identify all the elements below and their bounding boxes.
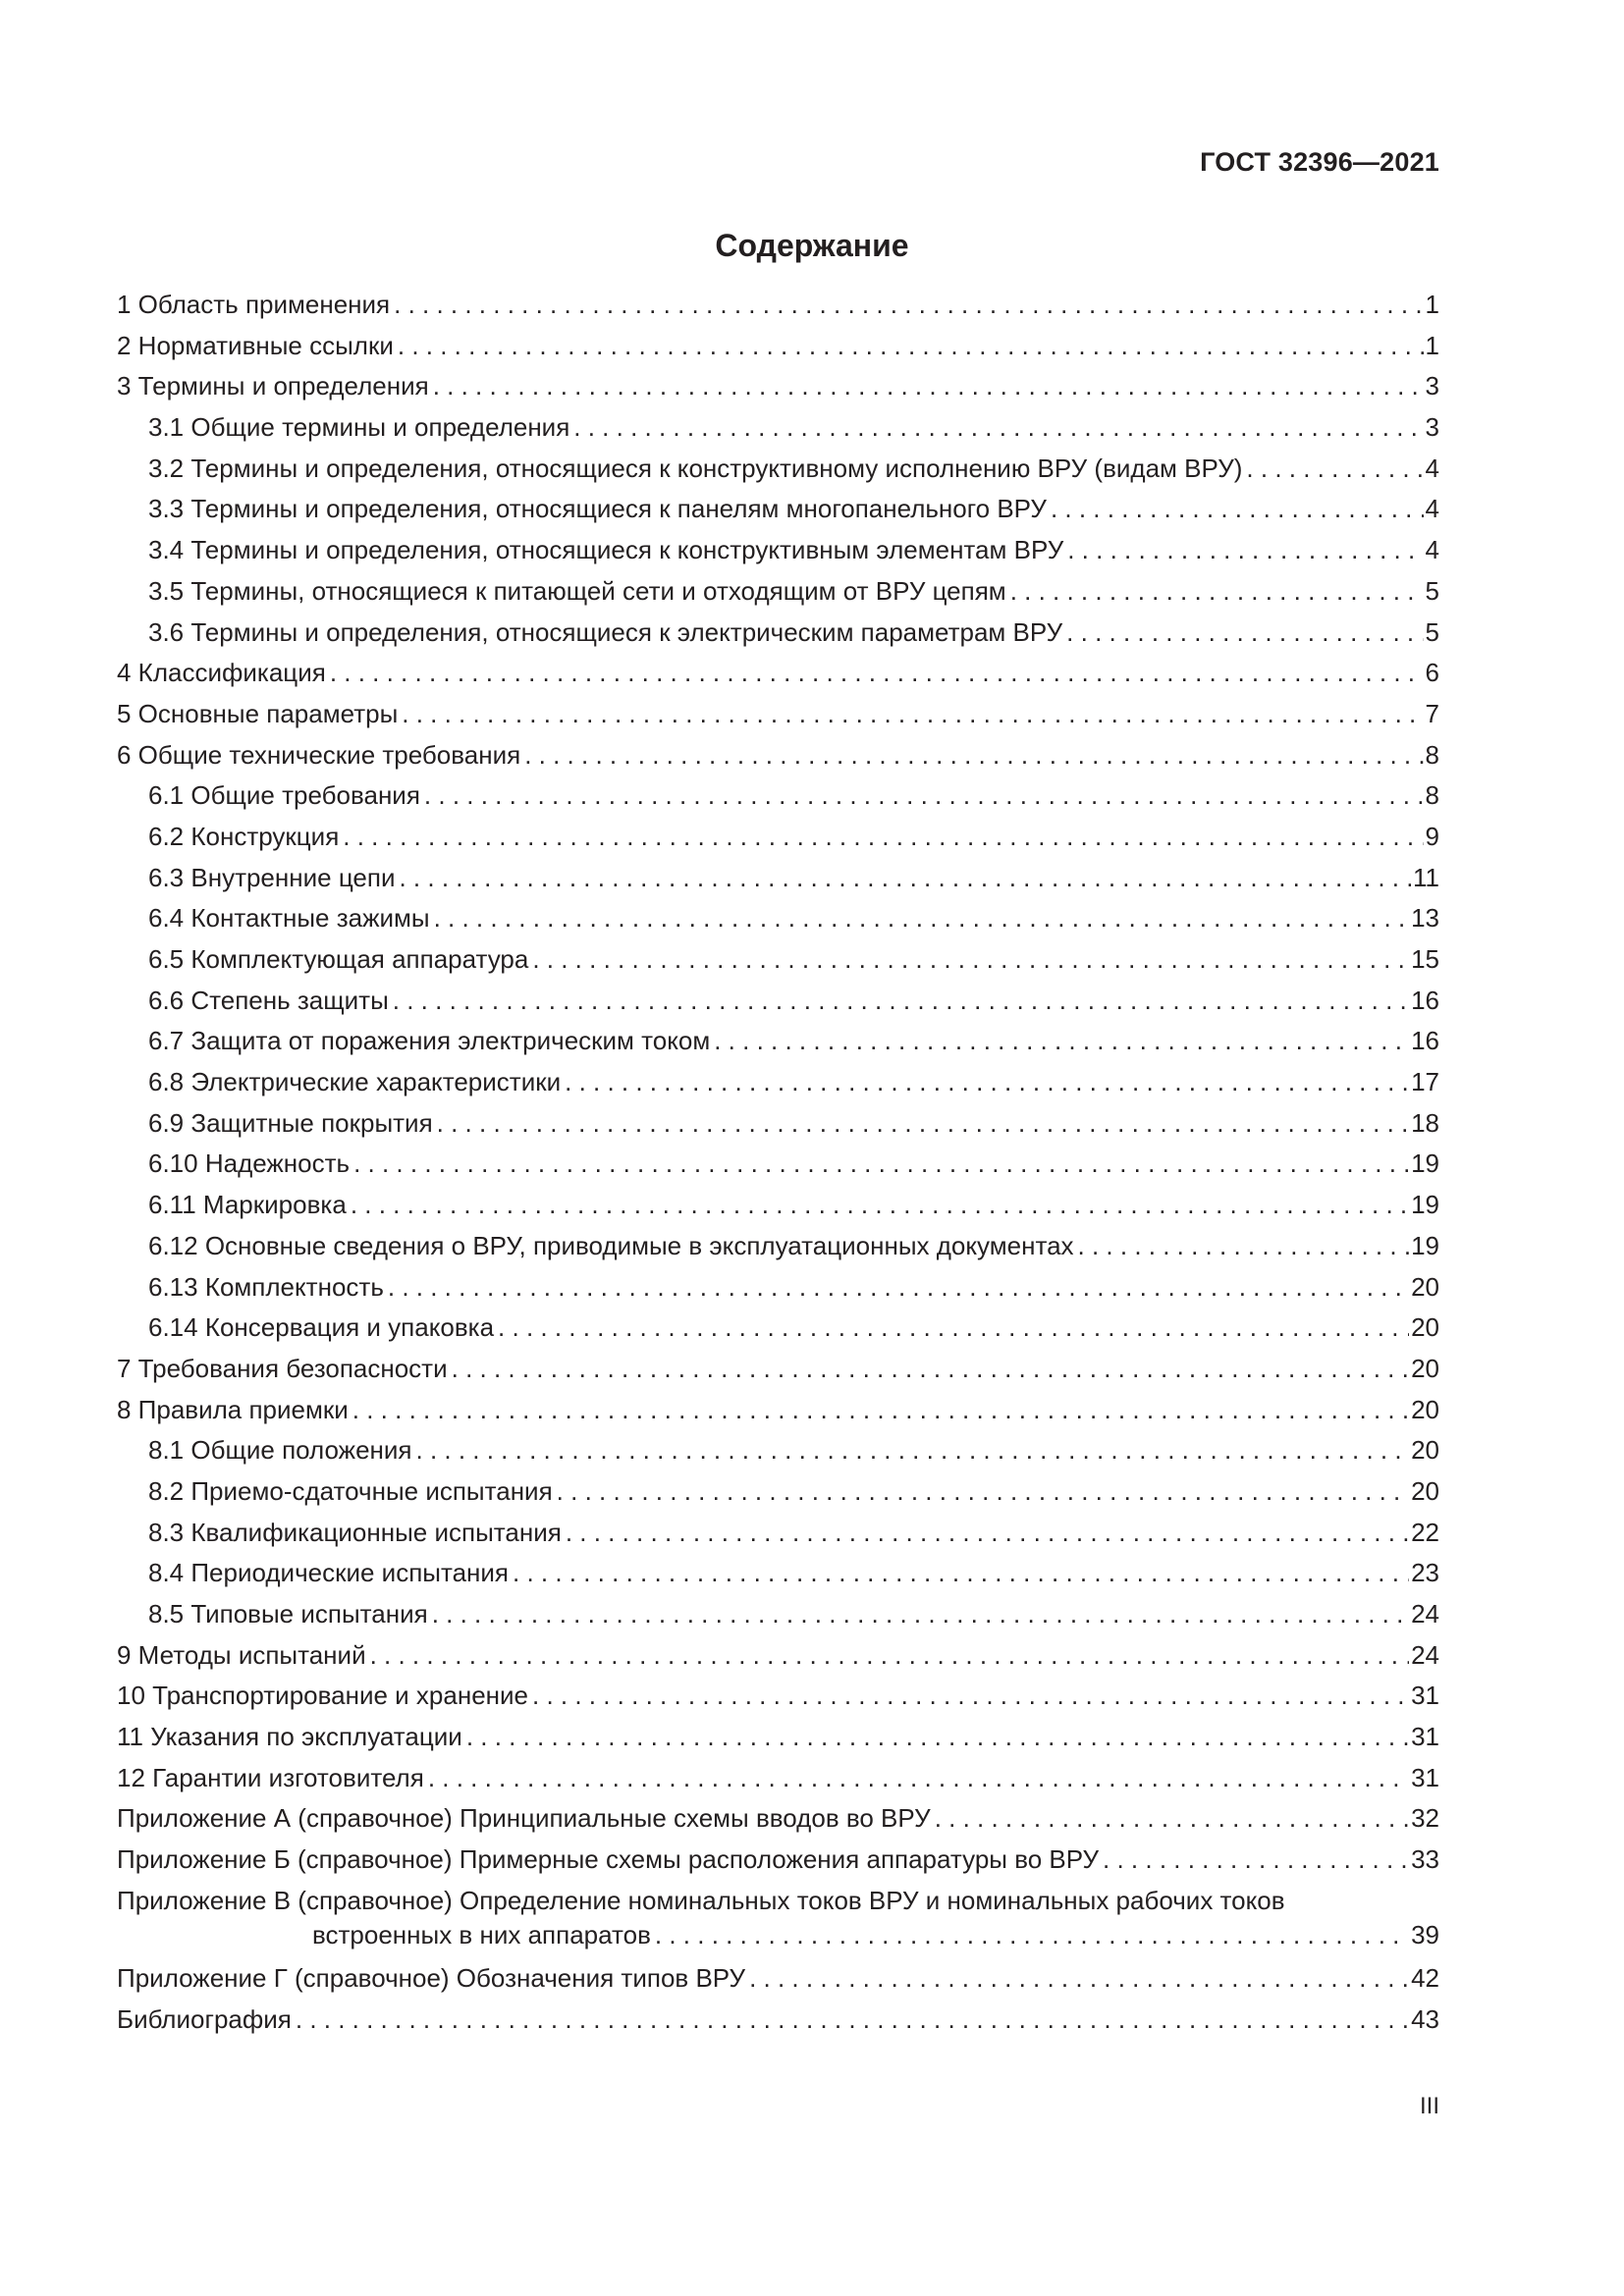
toc-entry[interactable] xyxy=(117,1513,1439,1554)
toc-entry[interactable] xyxy=(117,489,1439,530)
toc-leader-dots xyxy=(714,1021,1409,1062)
toc-entry-title: Библиография xyxy=(117,2003,292,2034)
toc-leader-dots xyxy=(1103,1840,1409,1881)
toc-leader-dots xyxy=(1051,489,1424,530)
toc-entry-page: 4 xyxy=(1425,494,1439,524)
toc-entry[interactable] xyxy=(117,571,1439,613)
toc-entry-title: 8.5 Типовые испытания xyxy=(148,1599,428,1629)
toc-entry-title: 3.2 Термины и определения, относящиеся к конструктивному исполнению ВРУ (видам ВРУ) xyxy=(148,453,1243,483)
toc-entry-page: 31 xyxy=(1411,1762,1439,1792)
toc-entry[interactable] xyxy=(117,1840,1439,1881)
toc-entry-title: 6.9 Защитные покрытия xyxy=(148,1107,433,1138)
toc-entry-page: 5 xyxy=(1425,575,1439,606)
toc-entry-page: 19 xyxy=(1411,1148,1439,1179)
toc-entry-title: 8 Правила приемки xyxy=(117,1394,349,1424)
toc-entry-title: 6.14 Консервация и упаковка xyxy=(148,1312,495,1343)
toc-entry[interactable] xyxy=(117,775,1439,817)
toc-entry-page: 24 xyxy=(1411,1639,1439,1670)
toc-leader-dots xyxy=(402,694,1423,735)
toc-entry-page: 4 xyxy=(1425,535,1439,565)
toc-leader-dots xyxy=(398,326,1424,367)
toc-entry-page: 24 xyxy=(1411,1599,1439,1629)
toc-entry[interactable] xyxy=(117,1144,1439,1185)
toc-entry-page: 22 xyxy=(1411,1517,1439,1547)
toc-entry-title: 6.1 Общие требования xyxy=(148,780,420,811)
toc-entry-title: 8.1 Общие положения xyxy=(148,1435,412,1466)
toc-leader-dots xyxy=(1078,1226,1410,1267)
toc-entry[interactable] xyxy=(117,1267,1439,1308)
toc-entry[interactable] xyxy=(117,285,1439,326)
toc-entry[interactable] xyxy=(117,1553,1439,1594)
toc-entry[interactable] xyxy=(117,1103,1439,1145)
toc-title: Содержание xyxy=(715,228,909,263)
toc-entry-page: 20 xyxy=(1411,1271,1439,1302)
toc-leader-dots xyxy=(466,1717,1409,1758)
toc-entry-page: 13 xyxy=(1411,903,1439,934)
toc-leader-dots xyxy=(353,1144,1409,1185)
toc-entry-title: 6 Общие технические требования xyxy=(117,739,521,770)
toc-entry-title: 6.10 Надежность xyxy=(148,1148,351,1179)
toc-leader-dots xyxy=(399,858,1411,899)
toc-entry[interactable] xyxy=(117,1308,1439,1349)
toc-entry-page: 18 xyxy=(1411,1107,1439,1138)
toc-entry-title: 8.3 Квалификационные испытания xyxy=(148,1517,562,1547)
toc-leader-dots xyxy=(428,1758,1409,1799)
toc-entry[interactable] xyxy=(117,817,1439,858)
toc-entry[interactable] xyxy=(117,1676,1439,1717)
toc-entry[interactable] xyxy=(117,407,1439,449)
toc-entry-title: 6.4 Контактные зажимы xyxy=(148,903,430,934)
toc-leader-dots xyxy=(498,1308,1409,1349)
toc-leader-dots xyxy=(424,775,1424,817)
toc-entry-title: 8.2 Приемо-сдаточные испытания xyxy=(148,1475,553,1506)
toc-entry-title: 3 Термины и определения xyxy=(117,371,429,401)
toc-entry[interactable] xyxy=(117,2000,1439,2041)
toc-entry-title: 6.11 Маркировка xyxy=(148,1190,347,1220)
toc-entry-page: 31 xyxy=(1411,1722,1439,1752)
toc-entry-page: 39 xyxy=(1411,1919,1439,1949)
toc-entry-page: 15 xyxy=(1411,944,1439,974)
toc-entry-page: 20 xyxy=(1411,1435,1439,1466)
toc-entry-page: 20 xyxy=(1411,1353,1439,1383)
toc-entry-title: 6.7 Защита от поражения электрическим током xyxy=(148,1026,711,1056)
toc-leader-dots xyxy=(566,1513,1409,1554)
toc-leader-dots xyxy=(351,1185,1409,1226)
toc-entry[interactable] xyxy=(117,1349,1439,1390)
toc-leader-dots xyxy=(565,1062,1409,1103)
toc-entry-page: 31 xyxy=(1411,1681,1439,1711)
toc-entry-title: Приложение Г (справочное) Обозначения типов ВРУ xyxy=(117,1962,746,1993)
toc-leader-dots xyxy=(1067,530,1423,571)
toc-leader-dots xyxy=(296,2000,1409,2041)
toc-entry-page: 1 xyxy=(1425,330,1439,360)
toc-entry[interactable] xyxy=(117,1430,1439,1471)
toc-leader-dots xyxy=(452,1349,1409,1390)
toc-entry[interactable] xyxy=(117,694,1439,735)
toc-leader-dots xyxy=(935,1798,1409,1840)
toc-entry[interactable] xyxy=(117,1471,1439,1513)
toc-entry-page: 4 xyxy=(1425,453,1439,483)
toc-entry-page: 8 xyxy=(1425,780,1439,811)
toc-entry[interactable] xyxy=(117,1758,1439,1799)
toc-entry[interactable] xyxy=(117,449,1439,490)
toc-entry-title: 11 Указания по эксплуатации xyxy=(117,1722,462,1752)
toc-entry-page: 9 xyxy=(1425,821,1439,851)
toc-entry-title: Приложение Б (справочное) Примерные схемы расположения аппаратуры во ВРУ xyxy=(117,1844,1100,1875)
toc-entry-page: 16 xyxy=(1411,1026,1439,1056)
toc-leader-dots xyxy=(434,898,1410,939)
toc-entry-title: 7 Требования безопасности xyxy=(117,1353,448,1383)
toc-entry[interactable] xyxy=(117,530,1439,571)
toc-entry-page: 43 xyxy=(1411,2003,1439,2034)
toc-entry[interactable] xyxy=(117,1958,1439,2000)
toc-leader-dots xyxy=(1066,613,1423,654)
toc-entry-page: 11 xyxy=(1413,862,1439,892)
toc-entry-page: 16 xyxy=(1411,985,1439,1015)
toc-leader-dots xyxy=(330,653,1424,694)
toc-entry-title: 5 Основные параметры xyxy=(117,698,399,728)
toc-entry-page: 19 xyxy=(1411,1190,1439,1220)
toc-entry[interactable] xyxy=(117,939,1439,981)
toc-entry-title: 3.4 Термины и определения, относящиеся к конструктивным элементам ВРУ xyxy=(148,535,1064,565)
toc-entry-title: 2 Нормативные ссылки xyxy=(117,330,394,360)
toc-entry-title: 6.13 Комплектность xyxy=(148,1271,384,1302)
toc-entry[interactable] xyxy=(117,981,1439,1022)
toc-leader-dots xyxy=(393,981,1409,1022)
toc-entry[interactable] xyxy=(117,1635,1439,1677)
toc-entry[interactable] xyxy=(117,326,1439,367)
toc-entry[interactable] xyxy=(117,1798,1439,1840)
page-number: III xyxy=(1419,2093,1439,2119)
toc-entry-title: 6.6 Степень защиты xyxy=(148,985,389,1015)
toc-entry-page: 20 xyxy=(1411,1394,1439,1424)
toc-entry-title: 6.3 Внутренние цепи xyxy=(148,862,396,892)
toc-leader-dots xyxy=(573,407,1423,449)
toc-leader-dots xyxy=(1010,571,1424,613)
toc-entry-title: 3.6 Термины и определения, относящиеся к электрическим параметрам ВРУ xyxy=(148,616,1063,647)
toc-leader-dots xyxy=(343,817,1423,858)
toc-leader-dots xyxy=(1246,449,1423,490)
toc-entry[interactable] xyxy=(117,366,1439,407)
toc-leader-dots xyxy=(532,1676,1409,1717)
toc-entry-title: 6.12 Основные сведения о ВРУ, приводимые в эксплуатационных документах xyxy=(148,1230,1074,1260)
toc-leader-dots xyxy=(524,735,1423,776)
toc-entry-page: 32 xyxy=(1411,1803,1439,1834)
toc-leader-dots xyxy=(437,1103,1409,1145)
toc-entry-title: 6.8 Электрические характеристики xyxy=(148,1067,562,1097)
document-code: ГОСТ 32396—2021 xyxy=(1200,147,1439,177)
toc-entry[interactable] xyxy=(117,898,1439,939)
toc-entry-title: 6.2 Конструкция xyxy=(148,821,340,851)
toc-entry-page: 17 xyxy=(1411,1067,1439,1097)
toc-entry-title: 9 Методы испытаний xyxy=(117,1639,366,1670)
toc-entry[interactable] xyxy=(117,1594,1439,1635)
toc-entry[interactable] xyxy=(117,1390,1439,1431)
toc-entry-title: Приложение А (справочное) Принципиальные схемы вводов во ВРУ xyxy=(117,1803,931,1834)
toc-entry-page: 19 xyxy=(1411,1230,1439,1260)
toc-entry-title: 10 Транспортирование и хранение xyxy=(117,1681,528,1711)
toc-entry-page: 23 xyxy=(1411,1558,1439,1588)
toc-entry-title: 8.4 Периодические испытания xyxy=(148,1558,509,1588)
toc-entry-page: 6 xyxy=(1425,658,1439,688)
table-of-contents xyxy=(117,285,1439,2040)
toc-entry-page: 33 xyxy=(1411,1844,1439,1875)
toc-entry[interactable] xyxy=(117,1881,1439,1958)
toc-entry[interactable] xyxy=(117,858,1439,899)
toc-entry-title: Приложение В (справочное) Определение номинальных токов ВРУ и номинальных рабочих токов xyxy=(117,1885,1285,1915)
toc-entry-title: 4 Классификация xyxy=(117,658,326,688)
toc-entry-page: 42 xyxy=(1411,1962,1439,1993)
toc-entry-title: 3.1 Общие термины и определения xyxy=(148,412,570,443)
toc-leader-dots xyxy=(513,1553,1409,1594)
toc-leader-dots xyxy=(388,1267,1409,1308)
toc-leader-dots xyxy=(433,366,1424,407)
toc-leader-dots xyxy=(352,1390,1409,1431)
toc-entry-page: 20 xyxy=(1411,1475,1439,1506)
toc-entry-page: 20 xyxy=(1411,1312,1439,1343)
toc-entry-page: 1 xyxy=(1425,290,1439,319)
toc-entry-title: 3.3 Термины и определения, относящиеся к панелям многопанельного ВРУ xyxy=(148,494,1047,524)
toc-entry-title: 1 Область применения xyxy=(117,290,391,319)
toc-entry-page: 8 xyxy=(1425,739,1439,770)
toc-entry[interactable] xyxy=(117,735,1439,776)
toc-entry[interactable] xyxy=(117,653,1439,694)
toc-entry-continuation xyxy=(117,1918,1439,1952)
toc-leader-dots xyxy=(749,1958,1409,2000)
toc-entry-page: 3 xyxy=(1425,412,1439,443)
toc-entry-title: 6.5 Комплектующая аппаратура xyxy=(148,944,529,974)
toc-leader-dots xyxy=(655,1918,1409,1952)
toc-entry[interactable] xyxy=(117,1226,1439,1267)
toc-entry-title: 12 Гарантии изготовителя xyxy=(117,1762,424,1792)
toc-leader-dots xyxy=(532,939,1409,981)
toc-entry-title-continuation: встроенных в них аппаратов xyxy=(312,1919,651,1949)
toc-leader-dots xyxy=(557,1471,1409,1513)
toc-entry-page: 5 xyxy=(1425,616,1439,647)
toc-entry-page: 7 xyxy=(1425,698,1439,728)
toc-entry[interactable] xyxy=(117,1185,1439,1226)
toc-entry[interactable] xyxy=(117,613,1439,654)
toc-leader-dots xyxy=(370,1635,1409,1677)
toc-entry[interactable] xyxy=(117,1717,1439,1758)
toc-entry[interactable] xyxy=(117,1062,1439,1103)
toc-entry-page: 3 xyxy=(1425,371,1439,401)
toc-leader-dots xyxy=(394,285,1423,326)
toc-entry[interactable] xyxy=(117,1021,1439,1062)
toc-leader-dots xyxy=(416,1430,1410,1471)
toc-leader-dots xyxy=(432,1594,1409,1635)
toc-entry-title: 3.5 Термины, относящиеся к питающей сети и отходящим от ВРУ цепям xyxy=(148,575,1006,606)
